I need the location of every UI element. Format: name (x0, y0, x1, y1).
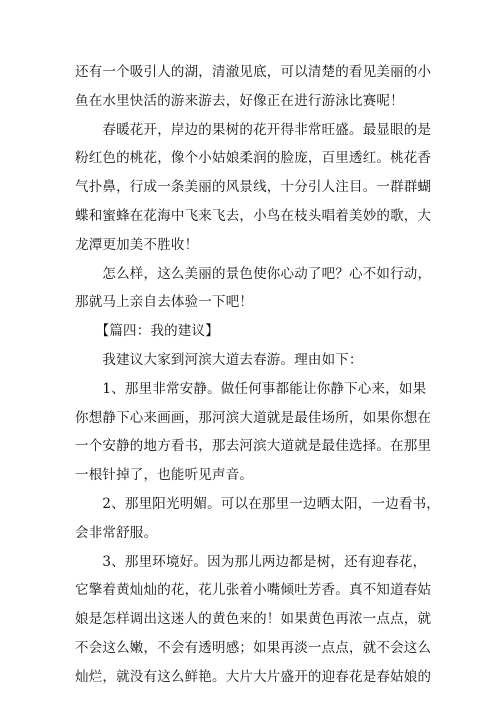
text-line: 春暖花开，岸边的果树的花开得非常旺盛。最显眼的是 (75, 122, 432, 138)
section-heading: 【篇四：我的建议】 (75, 323, 219, 339)
text-line: 娘是怎样调出这迷人的黄色来的！如果黄色再浓一点点，就 (75, 611, 432, 627)
text-line: 怎么样，这么美丽的景色使你心动了吧？心不如行动， (75, 266, 432, 282)
text-line: 会非常舒服。 (75, 525, 158, 541)
text-line: 3、那里环境好。因为那儿两边都是树，还有迎春花， (75, 554, 427, 570)
text-line: 我建议大家到河滨大道去春游。理由如下： (75, 352, 363, 368)
text-line: 1、那里非常安静。做任何事都能让你静下心来，如果 (75, 381, 427, 397)
text-line: 灿烂，就没有这么鲜艳。大片大片盛开的迎春花是春姑娘的 (75, 669, 432, 685)
text-line: 不会这么嫩，不会有透明感；如果再淡一点点，就不会这么 (75, 640, 432, 656)
text-line: 一个安静的地方看书，那去河滨大道就是最佳选择。在那里 (75, 438, 432, 454)
text-line: 你想静下心来画画，那河滨大道就是最佳场所，如果你想在 (75, 410, 432, 426)
text-line: 还有一个吸引人的湖，清澈见底，可以清楚的看见美丽的小 (75, 64, 432, 80)
text-line: 它擎着黄灿灿的花，花儿张着小嘴倾吐芳香。真不知道春姑 (75, 582, 432, 598)
text-line: 蝶和蜜蜂在花海中飞来飞去，小鸟在枝头唱着美妙的歌，大 (75, 208, 432, 224)
text-line: 2、那里阳光明媚。可以在那里一边晒太阳，一边看书， (75, 496, 440, 512)
text-line: 气扑鼻，行成一条美丽的风景线，十分引人注目。一群群蝴 (75, 179, 432, 195)
text-line: 一根针掉了，也能听见声音。 (75, 467, 254, 483)
text-line: 鱼在水里快活的游来游去，好像正在进行游泳比赛呢！ (75, 93, 404, 109)
text-line: 龙潭更加美不胜收！ (75, 237, 199, 253)
text-line: 那就马上亲自去体验一下吧！ (75, 294, 254, 310)
text-line: 粉红色的桃花，像个小姑娘柔润的脸庞，百里透红。桃花香 (75, 150, 432, 166)
